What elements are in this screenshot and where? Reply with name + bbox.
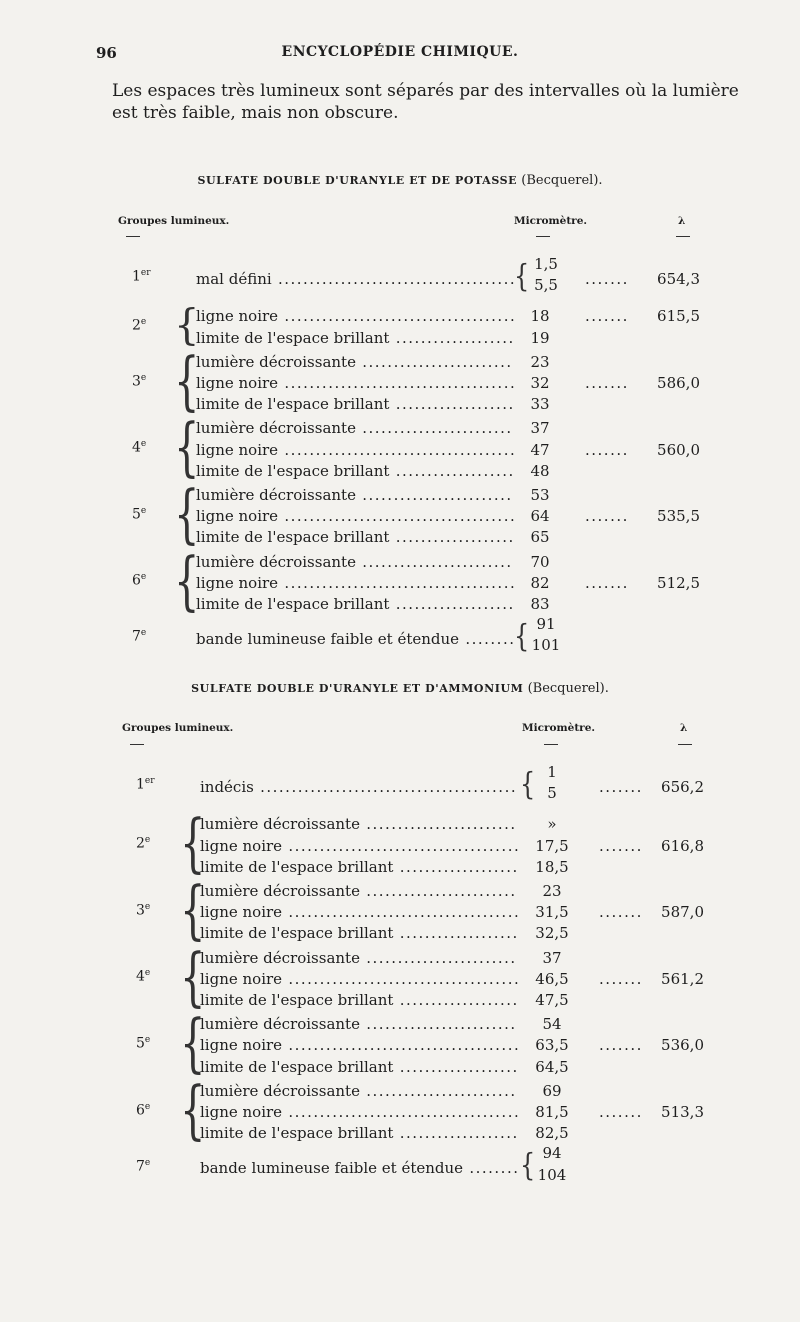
micrometre-value: 18,5 [535,857,569,876]
group-brace: { [180,940,206,1014]
row-label: lumière décroissante ..... [196,418,514,438]
micrometre-value: 82 [530,573,550,592]
micrometre-value: 48 [530,461,550,480]
leader-dots: ....... [599,1036,643,1055]
column-dash [126,236,140,237]
micrometre-value: 53 [530,486,550,504]
leader-dots: ....... [599,836,643,855]
group-number: 6e [132,572,147,590]
row-label: limite de l'espace brillant ..... [196,461,514,481]
wavelength-value: 587,0 [661,903,704,922]
micrometre-value: 70 [530,552,550,571]
micrometre-value: 31,5 [535,903,569,922]
table-row [0,373,800,393]
row-label: ligne noire ..... [196,306,514,326]
leader-dots: ....... [599,903,643,922]
micrometre-value: 32 [530,374,550,392]
group-number: 1er [132,268,151,285]
group-number: 3e [132,372,147,390]
row-label: bande lumineuse faible et étendue ..... [200,1158,518,1178]
leader-dots: ....... [585,573,629,592]
group-number-suffix: er [144,776,155,787]
micrometre-value: 82,5 [535,1124,569,1143]
group-number-suffix: e [140,439,147,450]
column-dash [544,744,558,745]
group-number: 5e [136,1035,151,1052]
table-row [0,777,800,797]
row-label: lumière décroissante ..... [200,881,518,901]
group-number-suffix: er [140,268,151,279]
group-number: 2e [132,316,147,334]
micrometre-value: 69 [542,1081,562,1100]
row-label: lumière décroissante ..... [196,552,514,572]
group-brace: { [174,478,200,552]
group-number: 3e [136,901,151,919]
row-label: lumière décroissante ..... [196,352,514,372]
row-label: ligne noire ..... [200,1035,518,1055]
row-label: lumière décroissante ..... [200,814,518,834]
micrometre-value: 32,5 [535,924,569,943]
row-label: ligne noire ..... [196,440,514,460]
table-row [0,394,800,414]
table-row [0,418,800,438]
table-title [0,681,800,696]
group-brace: { [180,1074,206,1148]
column-header-groups: Groupes lumineux. [118,215,230,227]
intro-paragraph [112,80,752,124]
table-row [0,506,800,526]
leader-dots: ....... [599,969,643,988]
table-title-substance: SULFATE DOUBLE D'URANYLE ET DE POTASSE [197,174,518,187]
group-number: 6e [136,1101,151,1119]
micrometre-value: 1 [547,763,557,781]
micrometre-value: 5,5 [534,276,558,295]
group-number-suffix: e [144,1035,151,1045]
micrometre-value: 47,5 [535,991,569,1009]
leader-dots: ....... [585,374,629,392]
row-label: limite de l'espace brillant ..... [196,328,514,348]
micrometre-value: 17,5 [535,836,569,855]
leader-dots: ....... [585,307,629,326]
table-row [0,1081,800,1101]
wavelength-value: 654,3 [657,269,700,288]
group-brace: { [174,345,200,419]
column-header-groups: Groupes lumineux. [122,722,234,734]
table-row [0,1057,800,1077]
row-label: ligne noire ..... [200,836,518,856]
row-label: limite de l'espace brillant ..... [196,527,514,547]
column-dash [678,744,692,745]
group-number: 1er [136,776,155,793]
table-row [0,1014,800,1034]
table-row [0,552,800,572]
wavelength-value: 615,5 [657,307,700,326]
column-dash [536,236,550,237]
table-row [0,485,800,505]
row-label: ligne noire ..... [196,506,514,526]
row-label: limite de l'espace brillant ..... [196,394,514,414]
leader-dots: ....... [599,1103,643,1121]
micrometre-value: 5 [547,784,557,803]
page-number: 96 [96,44,117,62]
table-title-substance: SULFATE DOUBLE D'URANYLE ET D'AMMONIUM [191,682,524,695]
micrometre-value: 37 [542,948,562,967]
micrometre-brace: { [520,765,536,803]
leader-dots: ....... [585,269,629,288]
leader-dots: ....... [585,507,629,526]
table-row [0,629,800,649]
column-header-micrometre: Micromètre. [522,722,596,734]
group-number-suffix: e [144,1157,151,1168]
micrometre-value: 46,5 [535,969,569,988]
table-row [0,594,800,614]
row-label: limite de l'espace brillant ..... [200,857,518,877]
table-row [0,352,800,372]
group-number-suffix: e [140,505,147,516]
column-dash [130,744,144,745]
table-row [0,814,800,834]
micrometre-value: » [547,815,557,834]
group-number: 2e [136,835,151,852]
wavelength-value: 561,2 [661,969,704,988]
table-row [0,440,800,460]
wavelength-value: 560,0 [657,440,700,459]
group-brace: { [174,411,200,485]
micrometre-value: 83 [530,595,550,613]
group-number-suffix: e [144,835,151,846]
micrometre-brace: { [514,257,530,295]
row-label: limite de l'espace brillant ..... [200,1057,518,1077]
table-row [0,969,800,989]
group-number: 7e [132,628,147,646]
micrometre-value: 64,5 [535,1057,569,1076]
micrometre-value: 19 [530,328,550,347]
group-number: 4e [136,968,151,986]
group-number: 4e [132,439,147,456]
table-row [0,461,800,481]
table-row [0,527,800,547]
column-header-lambda: λ [680,722,688,734]
table-title-author: (Becquerel). [517,173,603,188]
micrometre-brace: { [520,1147,536,1184]
table-title-author: (Becquerel). [523,681,609,696]
micrometre-value: 1,5 [534,255,558,273]
table-row [0,923,800,943]
table-row [0,269,800,289]
table-row [0,328,800,348]
table-row [0,573,800,593]
row-label: lumière décroissante ..... [196,485,514,505]
micrometre-brace: { [514,617,530,655]
group-number: 7e [136,1157,151,1175]
wavelength-value: 586,0 [657,374,700,392]
group-brace: { [174,544,200,618]
micrometre-value: 47 [530,440,550,459]
group-number-suffix: e [144,1101,151,1112]
micrometre-value: 54 [542,1015,562,1034]
row-label: ligne noire ..... [200,969,518,989]
leader-dots: ....... [585,440,629,459]
micrometre-value: 104 [537,1165,567,1184]
micrometre-value: 18 [530,307,550,326]
leader-dots: ....... [599,777,643,796]
table-row [0,1102,800,1122]
row-label: ligne noire ..... [200,902,518,922]
table-title [0,173,800,188]
page-header [0,44,800,68]
micrometre-value: 64 [530,507,550,526]
wavelength-value: 616,8 [661,836,704,855]
row-label: lumière décroissante ..... [200,1014,518,1034]
wavelength-value: 535,5 [657,507,700,526]
table-row [0,948,800,968]
row-label: limite de l'espace brillant ..... [200,990,518,1010]
table-row [0,836,800,856]
wavelength-value: 536,0 [661,1036,704,1055]
table-row [0,306,800,326]
micrometre-value: 94 [542,1144,562,1163]
intro-text: Les espaces très lumineux sont séparés par des intervalles où la lumière est très faible, mais non obscure. [112,81,739,123]
group-number-suffix: e [140,316,147,327]
group-number-suffix: e [140,572,147,583]
row-label: ligne noire ..... [196,373,514,393]
row-label: lumière décroissante ..... [200,948,518,968]
wavelength-value: 512,5 [657,573,700,592]
group-brace: { [180,874,206,948]
micrometre-value: 81,5 [535,1103,569,1121]
group-number-suffix: e [144,901,151,912]
group-brace: { [180,807,206,881]
micrometre-value: 63,5 [535,1036,569,1055]
table-row [0,1123,800,1143]
row-label: bande lumineuse faible et étendue ..... [196,629,514,649]
row-label: ligne noire ..... [200,1102,518,1122]
micrometre-value: 37 [530,419,550,438]
wavelength-value: 656,2 [661,777,704,796]
group-number: 5e [132,505,147,523]
micrometre-value: 23 [542,882,562,900]
group-brace: { [174,301,200,350]
column-dash [676,236,690,237]
table-row [0,990,800,1010]
row-label: lumière décroissante ..... [200,1081,518,1101]
wavelength-value: 513,3 [661,1103,704,1121]
group-number-suffix: e [140,372,147,383]
table-row [0,1035,800,1055]
row-label: indécis ..... [200,777,518,797]
micrometre-value: 33 [530,395,550,414]
micrometre-value: 23 [530,352,550,371]
column-header-lambda: λ [678,215,686,227]
group-number-suffix: e [144,968,151,979]
micrometre-value: 91 [536,615,556,634]
row-label: mal défini ..... [196,269,514,289]
micrometre-value: 65 [530,528,550,547]
table-row [0,902,800,922]
column-header-micrometre: Micromètre. [514,215,588,227]
running-title: ENCYCLOPÉDIE CHIMIQUE. [281,44,519,60]
row-label: limite de l'espace brillant ..... [200,1123,518,1143]
group-brace: { [180,1007,206,1081]
micrometre-value: 101 [531,636,561,655]
table-row [0,1158,800,1178]
row-label: limite de l'espace brillant ..... [200,923,518,943]
row-label: ligne noire ..... [196,573,514,593]
group-number-suffix: e [140,628,147,639]
table-row [0,881,800,901]
row-label: limite de l'espace brillant ..... [196,594,514,614]
table-row [0,857,800,877]
